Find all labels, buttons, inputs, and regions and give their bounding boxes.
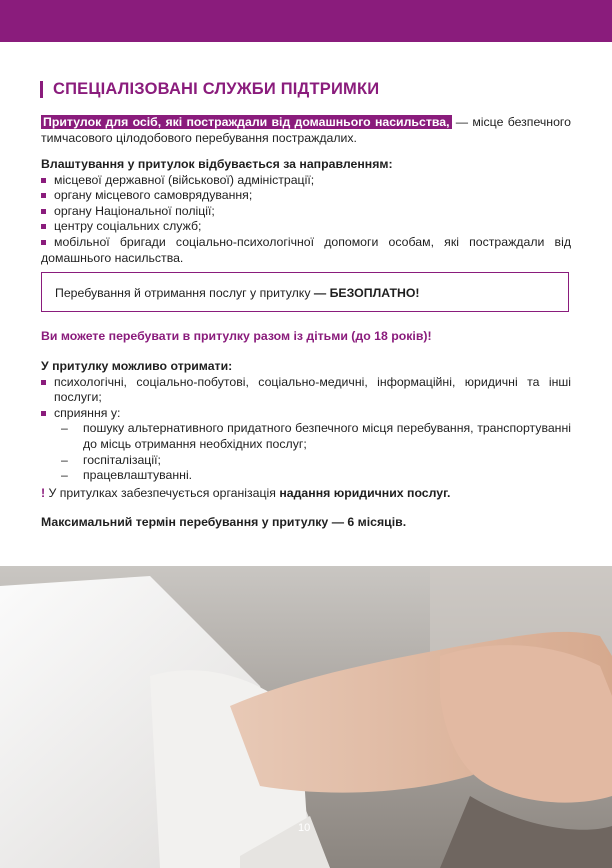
list-item: сприяння у: <box>41 406 571 422</box>
free-notice <box>55 286 420 300</box>
intro-rest: — місце безпечного тимчасового цілодобового перебування постраждалих. <box>41 115 571 145</box>
services-title: У притулку можливо отримати: <box>41 359 233 373</box>
services-sublist <box>41 421 571 483</box>
referral-section <box>41 157 571 266</box>
intro-highlight: Притулок для осіб, які постраждали від домашнього насильства, <box>43 115 450 129</box>
children-note: Ви можете перебувати в притулку разом із дітьми (до 18 років)! <box>41 329 432 343</box>
list-item <box>41 235 571 266</box>
top-banner <box>0 0 612 42</box>
page-number: 10 <box>298 822 311 834</box>
sublist-item: – госпіталізації; <box>61 453 571 469</box>
intro-paragraph <box>41 115 571 146</box>
list-item: органу Національної поліції; <box>41 204 571 220</box>
free-notice-box <box>41 272 569 312</box>
free-notice-bold: — БЕЗОПЛАТНО! <box>310 286 420 300</box>
max-term: Максимальний термін перебування у притулку — 6 місяців. <box>41 515 407 529</box>
list-item: місцевої державної (військової) адміністрації; <box>41 173 571 189</box>
list-item-text: мобільної бригади соціально-психологічної допомоги особам, які постраждали від домашнього насильства. <box>41 234 571 265</box>
hands-photo <box>0 566 612 868</box>
sublist-item: – пошуку альтернативного придатного безпечного місця перебування, транспортуванні до місць отримання необхідних послуг; <box>61 421 571 452</box>
list-item: центру соціальних служб; <box>41 219 571 235</box>
heading-accent-bar <box>40 81 43 98</box>
list-item: психологічні, соціально-побутові, соціально-медичні, інформаційні, юридичні та інші послуги; <box>41 375 571 406</box>
free-notice-text: Перебування й отримання послуг у притулку <box>55 286 311 300</box>
heading-text: СПЕЦІАЛІЗОВАНІ СЛУЖБИ ПІДТРИМКИ <box>53 80 380 98</box>
referral-title: Влаштування у притулок відбувається за направленням: <box>41 157 393 171</box>
list-item: органу місцевого самоврядування; <box>41 188 571 204</box>
legal-bold: надання юридичних послуг. <box>279 486 451 500</box>
exclamation-icon: ! <box>41 486 46 500</box>
legal-text: У притулках забезпечується організація <box>45 486 280 500</box>
sublist-item: – працевлаштуванні. <box>61 468 571 484</box>
services-section <box>41 359 571 484</box>
services-list <box>41 375 571 422</box>
referral-list <box>41 173 571 267</box>
legal-note <box>41 486 571 502</box>
section-heading <box>40 80 379 99</box>
